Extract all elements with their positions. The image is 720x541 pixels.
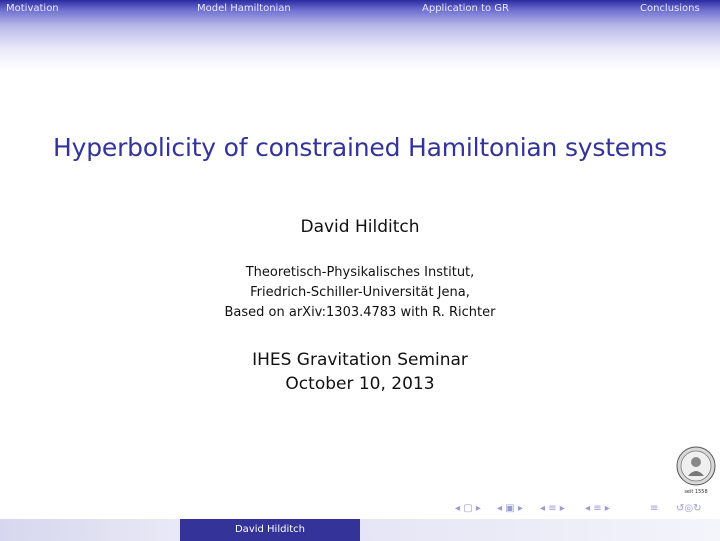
institute-line-1: Theoretisch-Physikalisches Institut, — [245, 265, 475, 280]
beamer-align-icon[interactable]: ≡ — [650, 503, 659, 514]
author-name: David Hilditch — [300, 217, 420, 237]
svg-text:seit 1558: seit 1558 — [684, 489, 708, 495]
slide-title: Hyperbolicity of constrained Hamiltonian systems — [53, 133, 667, 162]
footer-right-panel — [360, 519, 720, 541]
seal-icon — [676, 446, 716, 496]
nav-motivation[interactable]: Motivation — [6, 3, 59, 14]
event-date: October 10, 2013 — [285, 374, 435, 394]
beamer-frame-nav[interactable]: ◂ ▢ ▸ — [455, 503, 481, 514]
institute-line-3: Based on arXiv:1303.4783 with R. Richter — [224, 305, 496, 320]
footer-author: David Hilditch — [180, 519, 360, 541]
beamer-search-icon[interactable]: ↺◎↻ — [676, 503, 702, 514]
beamer-subsection-nav[interactable]: ◂ ▣ ▸ — [497, 503, 523, 514]
header-bar — [0, 0, 720, 70]
nav-model-hamiltonian[interactable]: Model Hamiltonian — [197, 3, 291, 14]
beamer-doc-nav[interactable]: ◂ ≡ ▸ — [585, 503, 610, 514]
beamer-section-nav[interactable]: ◂ ≡ ▸ — [540, 503, 565, 514]
university-seal — [676, 446, 716, 496]
footer-left-panel — [0, 519, 180, 541]
nav-application-to-gr[interactable]: Application to GR — [422, 3, 509, 14]
nav-conclusions[interactable]: Conclusions — [640, 3, 700, 14]
footer-bar — [0, 519, 720, 541]
event-name: IHES Gravitation Seminar — [252, 350, 468, 370]
institute-line-2: Friedrich-Schiller-Universität Jena, — [250, 285, 470, 300]
